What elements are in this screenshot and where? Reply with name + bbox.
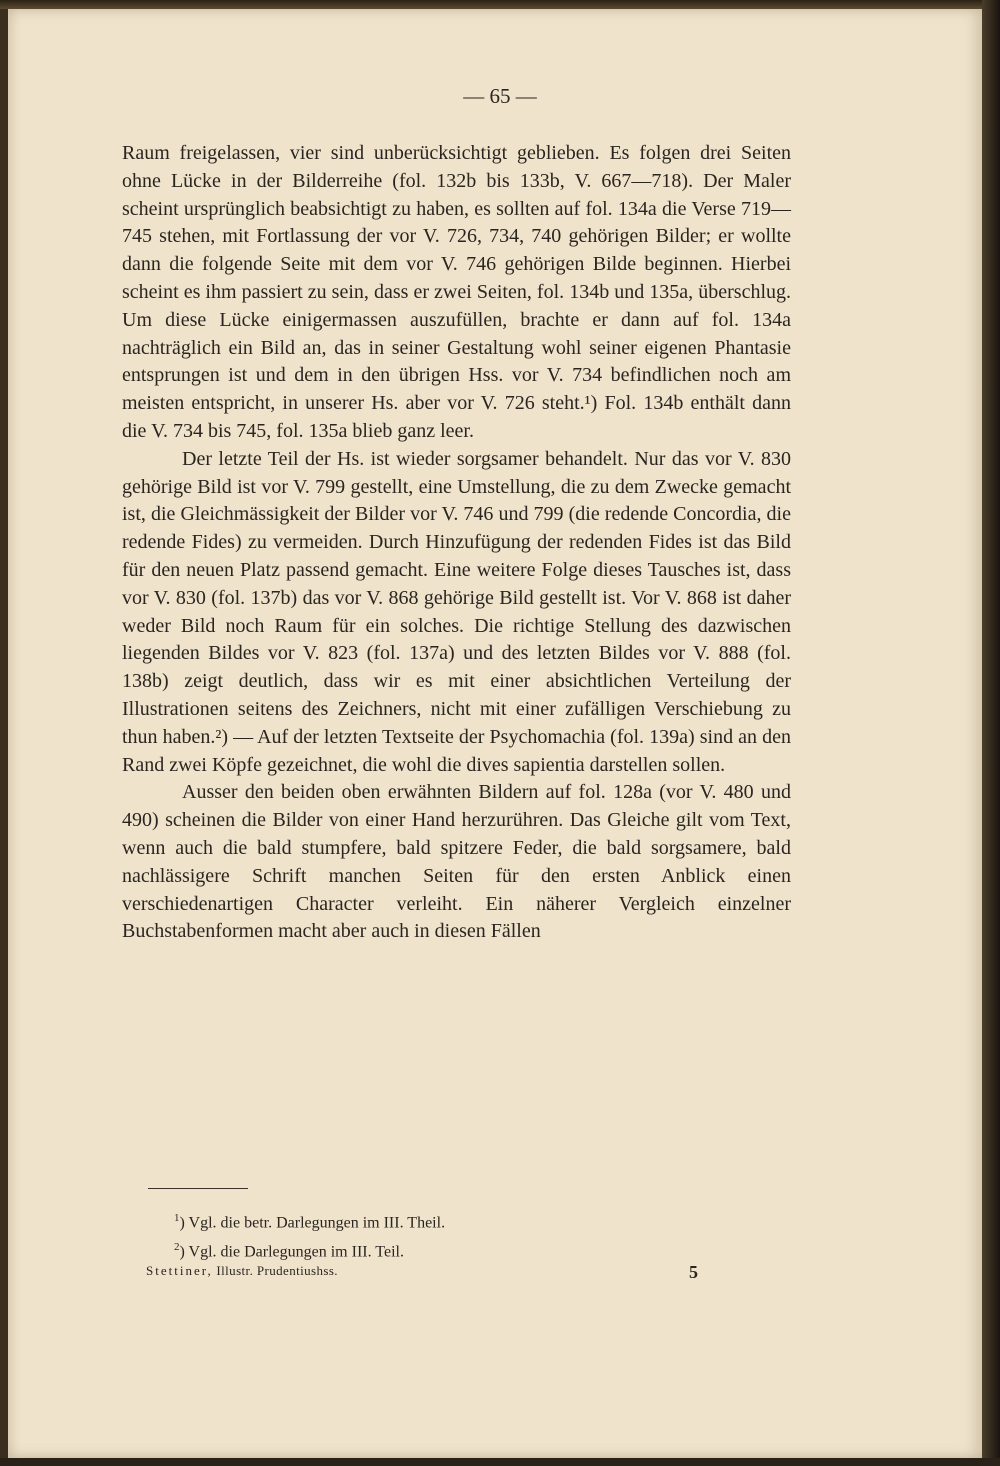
footnotes [174, 1206, 445, 1265]
footnote-text: ) Vgl. die betr. Darlegungen im III. Theil. [179, 1214, 446, 1232]
footnote-mark: 2 [174, 1241, 180, 1254]
footnote-text: ) Vgl. die Darlegungen im III. Teil. [179, 1243, 404, 1261]
signature-title: Illustr. Prudentiushss. [212, 1263, 338, 1278]
binding-edge-top [0, 0, 1000, 9]
paragraph-3: Ausser den beiden oben erwähnten Bildern auf fol. 128a (vor V. 480 und 490) scheinen die Bilder von einer Hand herzurühren. Das Gleiche gilt vom Text, wenn auch die bald stumpfere, bald spitzere Feder, die bald sorgsamere, bald nachlässigere Schrift manchen Seiten für den ersten Anblick einen verschiedenartigen Character verleiht. Ein näherer Vergleich einzelner Buchstabenformen macht aber auch in diesen Fällen [122, 781, 791, 943]
sheet-number: 5 [689, 1262, 698, 1282]
paragraph-2: Der letzte Teil der Hs. ist wieder sorgsamer behandelt. Nur das vor V. 830 gehörige Bild ist vor V. 799 gestellt, eine Umstellung, die zu dem Zwecke gemacht ist, die Gleichmässigkeit der Bilder vor V. 746 und 799 (die redende Concordia, die redende Fides) zu vermeiden. Durch Hinzufügung der redenden Fides ist das Bild für den neuen Platz passend gemacht. Eine weitere Folge dieses Tausches ist, dass vor V. 830 (fol. 137b) das vor V. 868 gehörige Bild gestellt ist. Vor V. 868 ist daher weder Bild noch Raum für ein solches. Die richtige Stellung des dazwischen liegenden Bildes vor V. 823 (fol. 137a) und des letzten Bildes vor V. 888 (fol. 138b) zeigt deutlich, dass wir es mit einer absichtlichen Verteilung der Illustrationen seitens des Zeichners, nicht mit einer zufälligen Verschiebung zu thun haben.²) — Auf der letzten Textseite der Psychomachia (fol. 139a) sind an den Rand zwei Köpfe gezeichnet, die wohl die dives sapientia darstellen sollen. [122, 447, 791, 776]
page-number: — 65 — [463, 84, 537, 108]
footnote-2 [174, 1235, 445, 1264]
footnote-1 [174, 1206, 445, 1235]
footnote-divider [148, 1188, 248, 1189]
printer-signature [146, 1263, 338, 1279]
footnote-mark: 1 [174, 1212, 180, 1224]
paragraph-1: Raum freigelassen, vier sind unberücksichtigt geblieben. Es folgen drei Seiten ohne Lücke in der Bilderreihe (fol. 132b bis 133b, V. 667—718). Der Maler scheint ursprünglich beabsichtigt zu haben, es sollten auf fol. 134a die Verse 719—745 stehen, mit Fortlassung der vor V. 726, 734, 740 gehörigen Bilder; er wollte dann die folgende Seite mit dem vor V. 746 gehörigen Bilde beginnen. Hierbei scheint es ihm passiert zu sein, dass er zwei Seiten, fol. 134b und 135a, überschlug. Um diese Lücke einigermassen auszufüllen, brachte er dann auf fol. 134a nachträglich ein Bild an, das in seiner Gestaltung wohl seiner eigenen Phantasie entsprungen ist und dem in den übrigen Hss. vor V. 734 befindlichen noch am meisten entspricht, in unserer Hs. aber vor V. 726 steht.¹) Fol. 134b enthält dann die V. 734 bis 745, fol. 135a blieb ganz leer. [122, 142, 791, 442]
signature-author: Stettiner, [146, 1263, 213, 1278]
body-text [122, 140, 791, 946]
binding-edge-bottom [0, 1458, 1000, 1466]
binding-edge-right [982, 0, 1000, 1466]
